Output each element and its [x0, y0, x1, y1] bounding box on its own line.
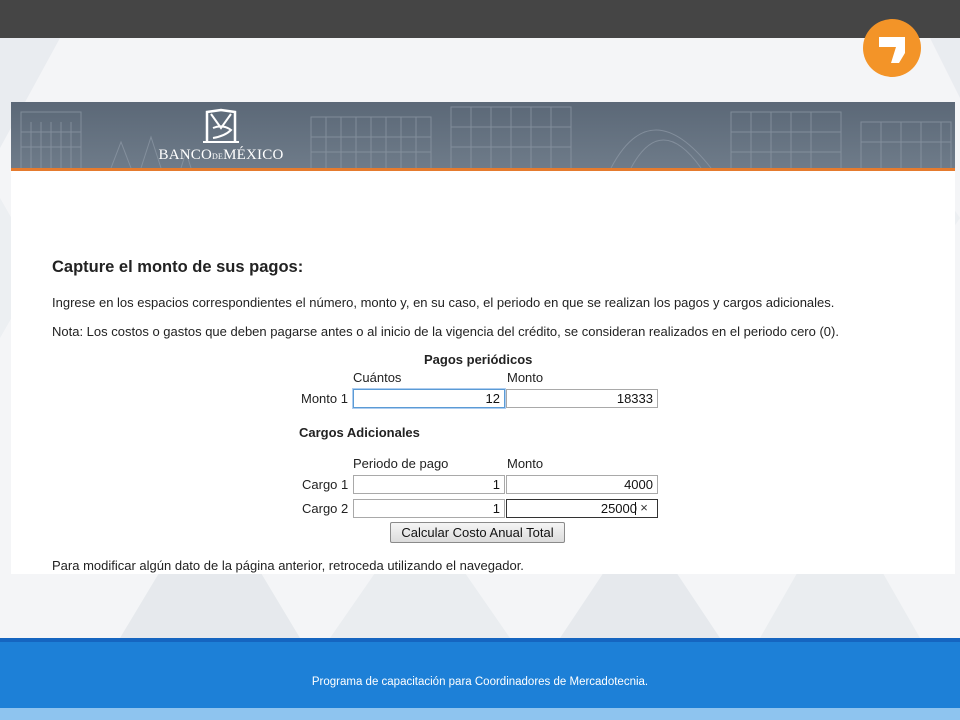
- cargo-2-label: Cargo 2: [302, 501, 349, 516]
- page-heading: Capture el monto de sus pagos:: [52, 258, 304, 276]
- cargo-1-period-input[interactable]: [353, 475, 505, 494]
- amount-column-header: Monto: [507, 370, 544, 385]
- clear-input-icon[interactable]: ×: [640, 500, 648, 515]
- footer-bottom-band: [0, 708, 960, 720]
- cargo-1-label: Cargo 1: [302, 477, 349, 492]
- instruction-text: Ingrese en los espacios correspondientes el número, monto y, en su caso, el periodo en que se realizan los pagos y cargos adicionales.: [52, 295, 835, 310]
- navigation-hint-text: Para modificar algún dato de la página anterior, retroceda utilizando el navegador.: [52, 558, 524, 573]
- banxico-monogram-icon: [189, 106, 253, 146]
- bank-name-left: BANCO: [158, 147, 213, 163]
- bank-header-banner: [11, 102, 955, 171]
- payment-period-column-header: Periodo de pago: [353, 456, 449, 471]
- footer-caption: Programa de capacitación para Coordinadores de Mercadotecnia.: [311, 676, 649, 688]
- additional-charges-title: Cargos Adicionales: [299, 425, 420, 440]
- charge-amount-column-header: Monto: [507, 456, 544, 471]
- note-text: Nota: Los costos o gastos que deben pagarse antes o al inicio de la vigencia del crédito, se consideran realizados en el periodo cero (0).: [52, 324, 839, 339]
- periodic-payments-title: Pagos periódicos: [424, 352, 533, 367]
- top-bar: [0, 0, 960, 38]
- calculate-cat-button[interactable]: Calcular Costo Anual Total: [390, 522, 565, 543]
- bank-name: [151, 147, 291, 164]
- text-caret: [635, 502, 636, 515]
- cargo-2-period-input[interactable]: [353, 499, 505, 518]
- monto-1-label: Monto 1: [301, 391, 348, 406]
- monto-1-amount-input[interactable]: [506, 389, 658, 408]
- slide-footer: [0, 642, 960, 708]
- banco-de-mexico-logo: [151, 106, 291, 166]
- corner-logo-icon: [863, 19, 921, 77]
- cargo-1-amount-input[interactable]: [506, 475, 658, 494]
- bank-name-mid: DE: [212, 152, 224, 161]
- count-column-header: Cuántos: [353, 370, 402, 385]
- monto-1-count-input[interactable]: [353, 389, 505, 408]
- browser-content-panel: [11, 102, 955, 574]
- bank-name-right: MÉXICO: [223, 147, 284, 163]
